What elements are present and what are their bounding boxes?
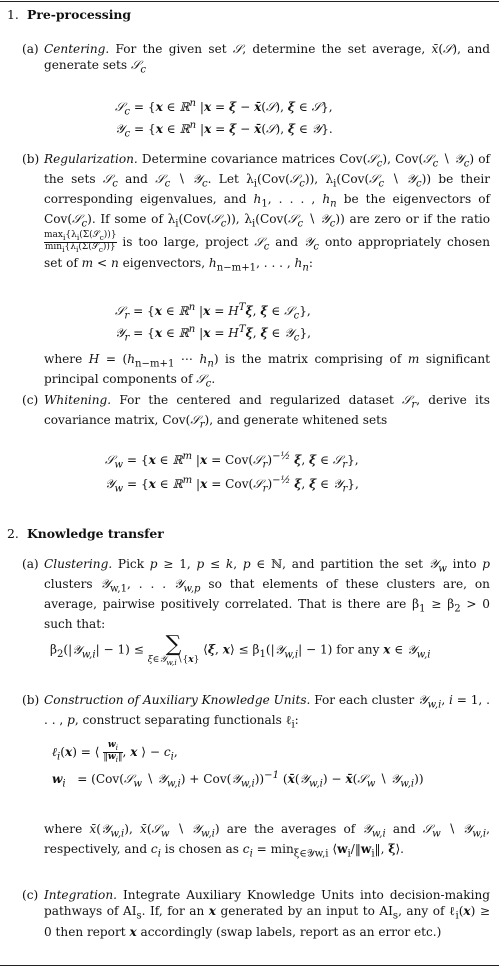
eq-sw: 𝒮$_w$ = {x ∈ ℝ$^m$ |x = Cov(𝒮$_r$)$^{-\frac{1}{2}}$ ξ, ξ ∈ 𝒮$_r$},: [105, 451, 359, 471]
item-2b-text: Construction of Auxiliary Knowledge Units. For each cluster 𝒴$_{w,i}$, i = 1, . . . , p, construct separating functionals ℓ$_i$:: [44, 693, 490, 731]
item-1c-equations: [0, 450, 499, 496]
eq-wi: $w_i$ = (Cov(𝒮$_w$ ∖ 𝒴$_{w,i}$) + Cov(𝒴$_{w,i}$))$^{-1}$ (x̄(𝒴$_{w,i}$) − x̄(𝒮$_w$ ∖ 𝒴$_{w,i}$)): [52, 770, 424, 790]
item-1a: [22, 41, 490, 78]
item-1b-after-text: where $H = (h_{n-m+1}$ ⋯ $h_n$) is the matrix comprising of m significant principal components of 𝒮$_c$.: [44, 352, 490, 390]
item-2b: [22, 692, 490, 732]
section-1-heading: [7, 7, 131, 24]
section-1-title: Pre-processing: [27, 7, 132, 22]
item-2b-equations: [0, 741, 499, 791]
item-1b: [22, 151, 490, 275]
eq-cluster-bound: $\beta_2(|𝒴_{w,i}| - 1)$ ≤ ∑ ξ∈𝒴$_{w,i}$∖{x} ⟨ξ, x⟩ ≤ $\beta_1(|𝒴_{w,i}| - 1)$ for any x ∈ 𝒴$_{w,i}$: [50, 632, 431, 667]
item-1c-text: Whitening. For the centered and regularized dataset 𝒮$_r$, derive its covariance matrix, Cov(𝒮$_r$), and generate whitened sets: [44, 393, 490, 431]
item-1b-text: Regularization. Determine covariance matrices Cov(𝒮$_c$), Cov(𝒮$_c$ ∖ 𝒴$_c$) of the sets 𝒮$_c$ and 𝒮$_c$ ∖ 𝒴$_c$. Let $\lambda_i(Cov(𝒮_c))$, $\lambda_i(Cov(𝒮_c$ ∖ 𝒴$_c$)) be their corresponding eigenvalues, and $h_1$, . . . , $h_n$ be the eigenvectors of Cov(𝒮$_c$). If some of $\lambda_i(Cov(𝒮_c))$, $\lambda_i(Cov(𝒮_c$ ∖ 𝒴$_c$)) are zero or if the ratio $\max_i\{\lambda_i(\Sigma(𝒮_c))\}$ $\min_i\{\lambda_i(\Sigma(𝒮_c))\}$ is too large, project 𝒮$_c$ and 𝒴$_c$ onto appropriately chosen set of m < n eigenvectors, $h_{n-m+1}$, . . . , $h_n$:: [44, 152, 491, 273]
eq-sc: 𝒮$_c$ = {x ∈ ℝ$^n$ |x = ξ − x̄(𝒮), ξ ∈ 𝒮},: [115, 98, 333, 118]
item-2a-text: Clustering. Pick p ≥ 1, p ≤ k, p ∈ ℕ, and partition the set 𝒴$_w$ into p clusters 𝒴$_{w,1}$, . . . 𝒴$_{w,p}$ so that elements of these clusters are, on average, pairwise positively correlated. That is there are $\beta_1 \ge \beta_2 > 0$ such that:: [44, 557, 490, 632]
item-1c: [22, 392, 490, 432]
eq-yw: 𝒴$_w$ = {x ∈ ℝ$^m$ |x = Cov(𝒮$_r$)$^{-\frac{1}{2}}$ ξ, ξ ∈ 𝒴$_r$},: [105, 475, 359, 495]
section-2-title: Knowledge transfer: [27, 526, 164, 541]
item-2c-label: (c): [22, 888, 39, 902]
item-1c-label: (c): [22, 393, 39, 407]
item-1b-label: (b): [22, 152, 40, 166]
item-1a-heading: Centering.: [44, 42, 110, 56]
item-1b-after: [22, 351, 490, 391]
item-2a: [22, 556, 490, 633]
item-2a-equation: [0, 634, 499, 666]
item-2b-heading: Construction of Auxiliary Knowledge Units.: [44, 693, 311, 707]
item-2a-label: (a): [22, 557, 39, 571]
eq-li: ℓ$_i$(x) = ⟨ $\frac{w_i}{‖w_i‖}$ , x ⟩ − $c_i$,: [52, 740, 178, 764]
item-1a-equations: [0, 97, 499, 141]
section-2-number: 2.: [7, 526, 19, 541]
item-2c-heading: Integration.: [44, 888, 117, 902]
item-2b-after: [22, 821, 490, 861]
item-2b-after-text: where x̄(𝒴$_{w,i}$), x̄(𝒮$_w$ ∖ 𝒴$_{w,i}$) are the averages of 𝒴$_{w,i}$ and 𝒮$_w$ ∖ 𝒴$_{w,i}$, respectively, and $c_i$ is chosen as $c_i = \min_{\xi\in 𝒴w,i}$ $⟨w_i/‖w_i‖$, ξ⟩.: [44, 822, 490, 860]
section-1-number: 1.: [7, 7, 19, 22]
item-2a-heading: Clustering.: [44, 557, 113, 571]
eq-yr: 𝒴$_r$ = {x ∈ ℝ$^n$ $|x = H^T\xi$, ξ ∈ 𝒴$_c$},: [115, 324, 311, 344]
item-1c-heading: Whitening.: [44, 393, 112, 407]
item-1b-heading: Regularization.: [44, 152, 138, 166]
item-2c-text: Integration. Integrate Auxiliary Knowledge Units into decision-making pathways of $AI_s$. If, for an x generated by an input to $AI_s$, any of ℓ$_i$(x) ≥ 0 then report x accordingly (swap labels, report as an error etc.): [44, 888, 490, 939]
section-2-heading: [7, 526, 164, 543]
item-1a-text: Centering. For the given set 𝒮, determine the set average, x̄(𝒮), and generate sets 𝒮$_c$: [44, 42, 490, 76]
top-rule: [0, 1, 499, 2]
item-1a-label: (a): [22, 42, 39, 56]
eq-yc: 𝒴$_c$ = {x ∈ ℝ$^n$ |x = ξ − x̄(𝒮), ξ ∈ 𝒴}.: [115, 120, 333, 140]
item-1b-equations: [0, 301, 499, 345]
item-2b-label: (b): [22, 693, 40, 707]
bottom-rule: [0, 965, 499, 966]
eq-sr: 𝒮$_r$ = {x ∈ ℝ$^n$ $|x = H^T\xi$, ξ ∈ 𝒮$_c$},: [115, 302, 311, 322]
item-2c: [22, 887, 490, 940]
